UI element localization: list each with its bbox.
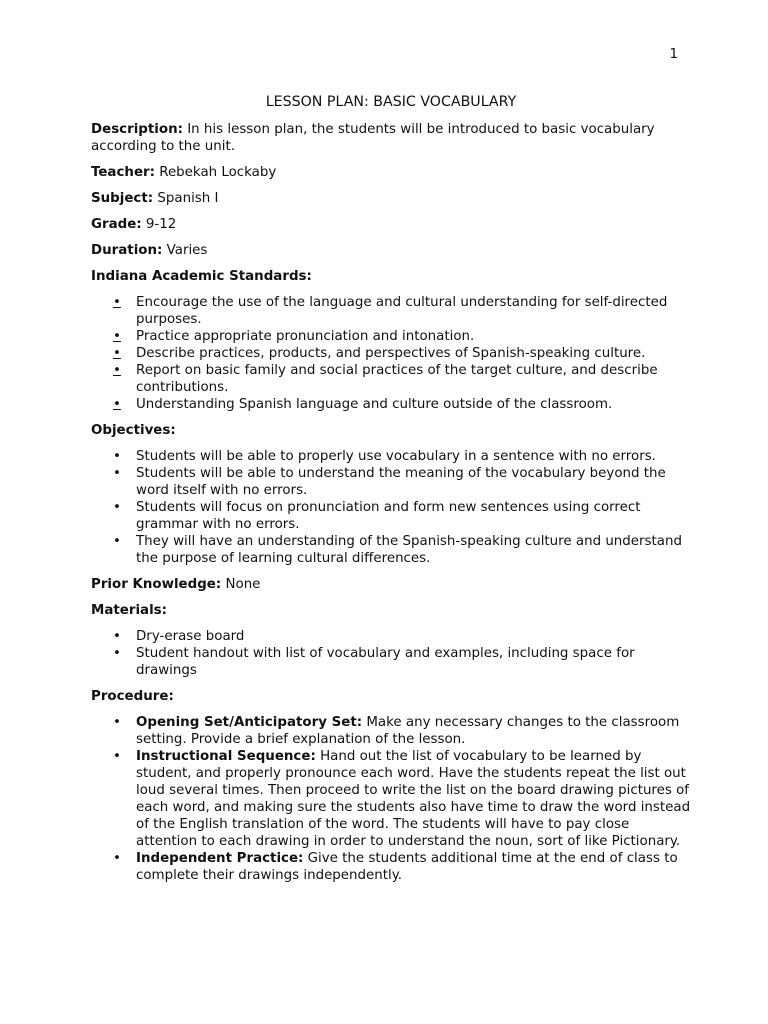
list-item xyxy=(91,714,691,748)
procedure-step-label: Opening Set/Anticipatory Set: xyxy=(136,715,363,730)
list-item xyxy=(91,465,691,499)
material-text: Student handout with list of vocabulary and examples, including space for drawings xyxy=(136,646,635,678)
bullet-icon: • xyxy=(113,629,121,644)
objective-text: Students will be able to understand the meaning of the vocabulary beyond the word itself with no errors. xyxy=(136,466,666,498)
standard-text: Practice appropriate pronunciation and intonation. xyxy=(136,329,475,344)
procedure-heading: Procedure: xyxy=(91,689,174,704)
page-title: LESSON PLAN: BASIC VOCABULARY xyxy=(265,94,517,110)
subject-value: Spanish I xyxy=(153,191,219,206)
bullet-icon: • xyxy=(113,646,121,661)
list-item xyxy=(91,396,691,413)
bullet-icon: • xyxy=(113,449,121,464)
grade-line xyxy=(91,216,691,233)
procedure-step-text: Give the students additional time at the end of class to complete their drawings independently. xyxy=(136,851,678,883)
procedure-step-text: Hand out the list of vocabulary to be learned by student, and properly pronounce each word. Have the students repeat the list out loud several times. Then proceed to write the list on the board drawing pictures of each word, and making sure the students also have time to draw the word instead of the English translation of the word. The students will have to pay close attention to each drawing in order to understand the noun, sort of like Pictionary. xyxy=(136,749,691,849)
bullet-icon: • xyxy=(113,295,121,310)
bullet-icon: • xyxy=(113,500,121,515)
list-item xyxy=(91,499,691,533)
standard-text: Encourage the use of the language and cultural understanding for self-directed purposes. xyxy=(136,295,668,327)
list-item xyxy=(91,748,691,850)
standard-text: Describe practices, products, and perspectives of Spanish-speaking culture. xyxy=(136,346,646,361)
prior-knowledge-label: Prior Knowledge: xyxy=(91,577,222,592)
bullet-icon: • xyxy=(113,329,121,344)
bullet-icon: • xyxy=(113,749,121,764)
prior-knowledge-line xyxy=(91,576,691,593)
document-body xyxy=(91,94,691,893)
procedure-list xyxy=(91,714,691,884)
subject-label: Subject: xyxy=(91,191,154,206)
standard-text: Report on basic family and social practices of the target culture, and describe contributions. xyxy=(136,363,658,395)
duration-line xyxy=(91,242,691,259)
subject-line xyxy=(91,190,691,207)
list-item xyxy=(91,345,691,362)
description-paragraph xyxy=(91,121,691,155)
material-text: Dry-erase board xyxy=(136,629,245,644)
bullet-icon: • xyxy=(113,466,121,481)
description-label: Description: xyxy=(91,122,183,137)
list-item xyxy=(91,628,691,645)
materials-heading: Materials: xyxy=(91,603,167,618)
list-item xyxy=(91,362,691,396)
objectives-list xyxy=(91,448,691,567)
prior-knowledge-value: None xyxy=(221,577,261,592)
bullet-icon: • xyxy=(113,851,121,866)
objective-text: Students will focus on pronunciation and form new sentences using correct grammar with no errors. xyxy=(136,500,641,532)
list-item xyxy=(91,448,691,465)
description-text: In his lesson plan, the students will be introduced to basic vocabulary according to the unit. xyxy=(91,122,655,154)
bullet-icon: • xyxy=(113,346,121,361)
list-item xyxy=(91,328,691,345)
objective-text: Students will be able to properly use vocabulary in a sentence with no errors. xyxy=(136,449,656,464)
standards-list xyxy=(91,294,691,413)
bullet-icon: • xyxy=(113,363,121,378)
bullet-icon: • xyxy=(113,534,121,549)
list-item xyxy=(91,850,691,884)
teacher-line xyxy=(91,164,691,181)
grade-label: Grade: xyxy=(91,217,142,232)
teacher-label: Teacher: xyxy=(91,165,155,180)
bullet-icon: • xyxy=(113,397,121,412)
objectives-heading: Objectives: xyxy=(91,423,176,438)
materials-list xyxy=(91,628,691,679)
standard-text: Understanding Spanish language and culture outside of the classroom. xyxy=(136,397,613,412)
page-number: 1 xyxy=(669,47,678,62)
procedure-step-label: Instructional Sequence: xyxy=(136,749,316,764)
duration-value: Varies xyxy=(162,243,208,258)
list-item xyxy=(91,645,691,679)
duration-label: Duration: xyxy=(91,243,163,258)
procedure-step-text: Make any necessary changes to the classroom setting. Provide a brief explanation of the lesson. xyxy=(136,715,680,747)
list-item xyxy=(91,294,691,328)
bullet-icon: • xyxy=(113,715,121,730)
procedure-step-label: Independent Practice: xyxy=(136,851,304,866)
teacher-value: Rebekah Lockaby xyxy=(154,165,277,180)
list-item xyxy=(91,533,691,567)
standards-heading: Indiana Academic Standards: xyxy=(91,269,312,284)
grade-value: 9-12 xyxy=(141,217,177,232)
objective-text: They will have an understanding of the Spanish-speaking culture and understand the purpose of learning cultural differences. xyxy=(136,534,682,566)
